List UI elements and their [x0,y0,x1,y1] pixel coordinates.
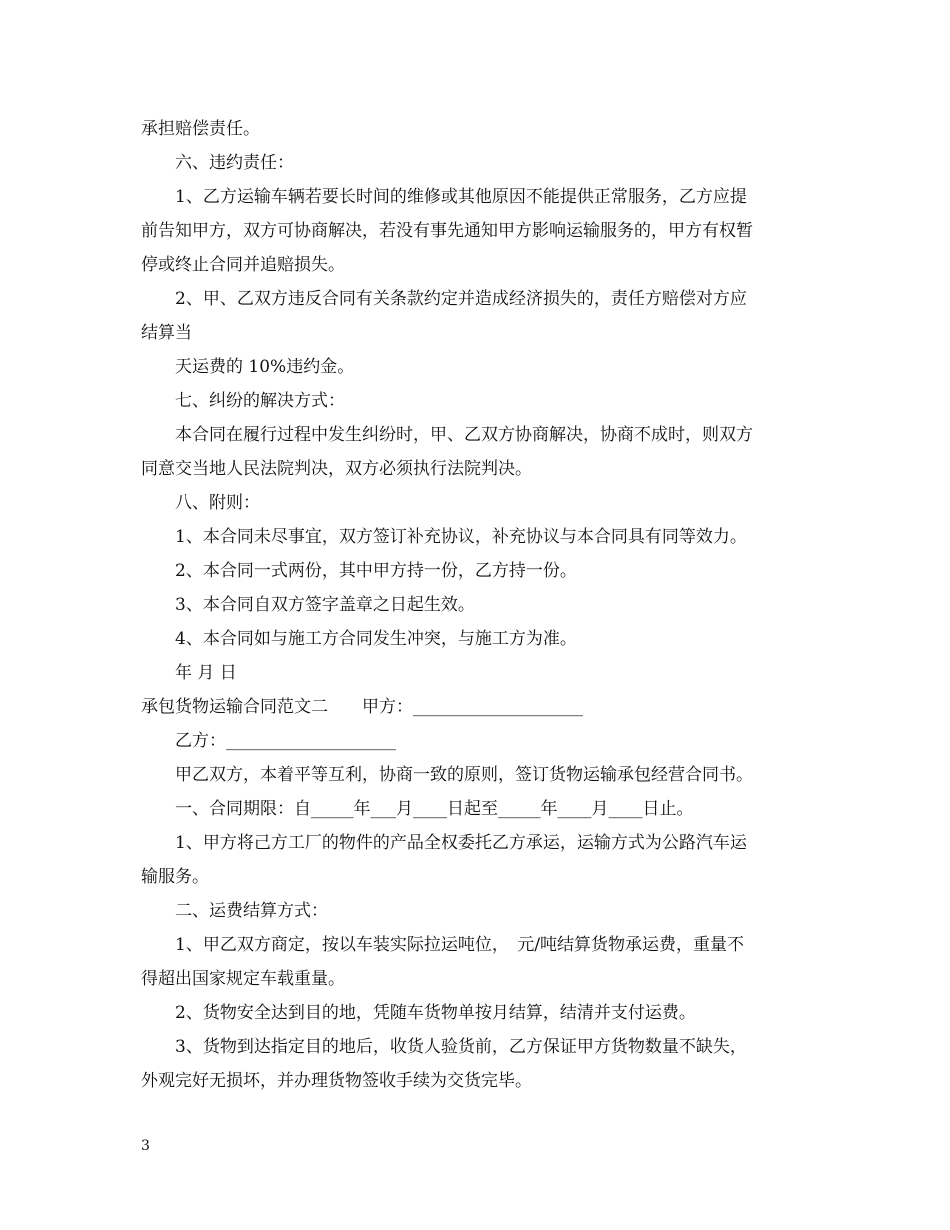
text-line: 1、甲方将己方工厂的物件的产品全权委托乙方承运，运输方式为公路汽车运 [175,833,747,853]
text-line: 停或终止合同并追赔损失。 [141,255,345,275]
section-heading: 六、违约责任： [175,153,294,173]
text-line: 2、货物安全达到目的地，凭随车货物单按月结算，结清并支付运费。 [175,1003,696,1023]
text-line: 4、本合同如与施工方合同发生冲突，与施工方为准。 [175,629,577,649]
text-line: 天运费的 10%违约金。 [175,357,355,377]
text-line: 1、本合同未尽事宜，双方签订补充协议，补充协议与本合同具有同等效力。 [175,527,747,547]
text-line: 前告知甲方，双方可协商解决，若没有事先通知甲方影响运输服务的，甲方有权暂 [141,221,753,241]
text-line: 一、合同期限：自_____年___月____日起至_____年____月____日止。 [175,799,694,819]
section-heading: 八、附则： [175,493,260,513]
text-line: 外观完好无损坏，并办理货物签收手续为交货完毕。 [141,1071,532,1091]
text-line: 本合同在履行过程中发生纠纷时，甲、乙双方协商解决，协商不成时，则双方 [175,425,753,445]
text-line: 1、乙方运输车辆若要长时间的维修或其他原因不能提供正常服务，乙方应提 [175,187,747,207]
text-line: 承担赔偿责任。 [141,119,260,139]
document-title-line: 承包货物运输合同范文二 甲方：____________________ [141,697,583,717]
text-line: 同意交当地人民法院判决，双方必须执行法院判决。 [141,459,532,479]
text-line: 得超出国家规定车载重量。 [141,969,345,989]
text-line: 1、甲乙双方商定，按以车装实际拉运吨位， 元/吨结算货物承运费，重量不 [175,935,745,955]
page-number: 3 [141,1138,150,1154]
party-b-line: 乙方：____________________ [175,731,396,751]
text-line: 2、甲、乙双方违反合同有关条款约定并造成经济损失的，责任方赔偿对方应 [175,289,747,309]
section-heading: 二、运费结算方式： [175,901,328,921]
text-line: 3、货物到达指定目的地后，收货人验货前，乙方保证甲方货物数量不缺失， [175,1037,747,1057]
text-line: 输服务。 [141,867,209,887]
section-heading: 七、纠纷的解决方式： [175,391,345,411]
text-line: 结算当 [141,323,192,343]
text-line: 3、本合同自双方签字盖章之日起生效。 [175,595,475,615]
text-line: 2、本合同一式两份，其中甲方持一份，乙方持一份。 [175,561,577,581]
text-line: 甲乙双方，本着平等互利，协商一致的原则，签订货物运输承包经营合同书。 [175,765,753,785]
date-line: 年 月 日 [175,663,237,683]
